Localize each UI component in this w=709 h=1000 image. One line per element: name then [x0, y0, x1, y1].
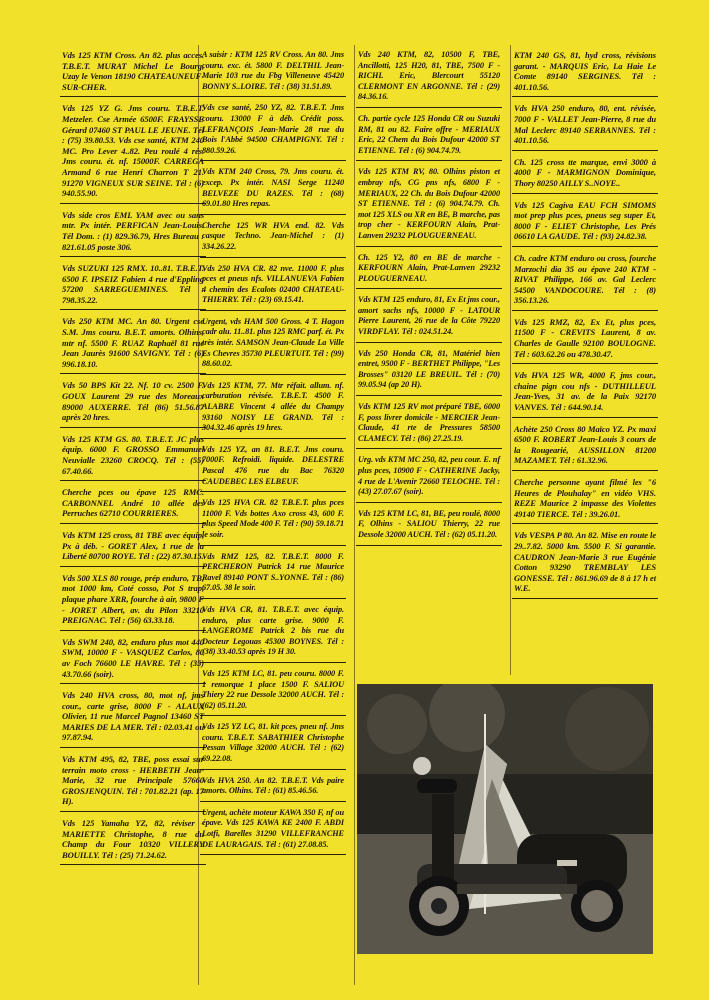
classified-ad: KTM 240 GS, 81, hyd cross, révisions garant. - MARQUIS Eric, La Haie Le Comte 89140 SERGINES. Tél : 401.10.56. [512, 50, 658, 97]
ads-column-3 [356, 50, 502, 552]
classified-ad: Vds 125 YZ, an 81. B.E.T. Jms couru. 7000F. Refroidi. liquide. DELESTRE Pascal 476 rue du Bac 76320 CAUDEBEC LES ELBEUF. [200, 445, 346, 492]
classified-ad: Vds KTM 240 Cross, 79. Jms couru. ét. excep. Px intér. NASI Serge 11240 BELVEZE DU RAZES. Tél : (68) 69.01.80 Hres repas. [200, 167, 346, 214]
classified-ad: Vds RMZ 125, 82. T.B.E.T. 8000 F. PERCHERON Patrick 14 rue Maurice Ravel 89140 PONT S..YONNE. Tél : (86) 67.05. 38 le soir. [200, 552, 346, 599]
classified-ad: Vds 125 YZ LC, 81. kit pces, pneu nf. Jms couru. T.B.E.T. SABATHIER Christophe Pessan Village 32000 AUCH. Tél : (62) 69.22.08. [200, 722, 346, 769]
classified-ad: Vds SUZUKI 125 RMX. 10..81. T.B.E.T. 6500 F. IPSEIZ Fabien 4 rue d'Eppling 57200 SARREGUEMINES. Tél : 798.35.22. [60, 263, 206, 310]
classified-ad: Vds 125 KTM Cross. An 82. plus acces. T.B.E.T. MURAT Michel Le Bourg, Uzay le Venon 18190 CHATEAUNEUF-SUR-CHER. [60, 50, 206, 97]
classified-ad: Ch. partie cycle 125 Honda CR ou Suzuki RM, 81 ou 82. Faire offre - MERIAUX Eric, 22 Chem du Bois Dufour 42000 ST ETIENNE. Tél : (6) 904.74.79. [356, 114, 502, 161]
classified-ad: Ch. 125 cross tte marque, envi 3000 à 4000 F - MARMIGNON Dominique, Thory 80250 AILLY S..NOYE.. [512, 157, 658, 194]
classified-ad: Vds HVA CR, 81. T.B.E.T. avec équip. enduro, plus carte grise. 9000 F. LANGEROME Patrick 2 bis rue du Docteur Legouas 45300 BOYNES. Tél : (38) 33.40.53 après 19 H 30. [200, 605, 346, 663]
classified-ad: Vds 500 XLS 80 rouge, prép enduro, TB, mot 1000 km, Coté cosso, Pot S trap, plaque phare XRR, fourche à air, 9800 F - JORET Albert, av. du Pilon 33210 PREIGNAC. Tél : (56) 63.33.18. [60, 573, 206, 631]
classified-ad: Vds 250 KTM MC. An 80. Urgent cse S.M. Jms couru. B.E.T. amorts. Olhins, mtr nf. 5500 F. RUAZ Raphaël 81 rue Jean Jaurès 91600 SAVIGNY. Tél : (6) 996.18.10. [60, 316, 206, 374]
classified-ad: Vds 125 Cagiva EAU FCH SIMOMS mot prep plus pces, pneus seg super Et, 8000 F - ELIET Christophe, Les Prés 06610 LA GAUDE. Tél : (93) 24.82.38. [512, 200, 658, 247]
classified-ad: Vds VESPA P 80. An 82. Mise en route le 29..7.82. 5000 km. 5500 F. Si garantie. CAUDRON Jean-Marie 3 rue Eugénie Cotton 93290 TREMBLAY LES GONESSE. Tél : 861.96.69 de 8 à 17 h et W.E. [512, 530, 658, 599]
classified-ad: Vds SWM 240, 82, enduro plus mot 440 SWM, 10000 F - VASQUEZ Carlos, 80 av Foch 76600 LE HAVRE. Tél : (35) 43.70.66 (soir). [60, 637, 206, 684]
classified-ad: Vds HVA 125 WR, 4000 F, jms cour., chaine pign cou nfs - DUTHILLEUL Jean-Yves, 31 av. de la Paix 92170 VANVES. Tél : 644.90.14. [512, 370, 658, 417]
scooter-tent-photo [357, 684, 653, 954]
classified-ad: Cherche personne ayant filmé les "6 Heures de Plouhalay" en vidéo VHS. REZE Maurice 2 impasse des Violettes 49140 TIERCE. Tél : 39.26.01. [512, 477, 658, 524]
classified-ad: Ch. cadre KTM enduro ou cross, fourche Marzochi dia 35 ou épave 240 KTM - RIVAT Philippe, 166 av. Gal Leclerc 54500 VANDOCOURE. Tél : (8) 356.13.26. [512, 253, 658, 311]
classified-ad: Vds 240 HVA cross, 80, mot nf, jms cour., carte grise, 8000 F - ALAUX Olivier, 11 rue Marcel Pagnol 13460 ST MARIES DE LA MER. Tél : 02.03.41 ou 97.87.94. [60, 690, 206, 748]
classified-ad: Vds HVA 250 enduro, 80, ent. révisée, 7000 F - VALLET Jean-Pierre, 8 rue du Mal Leclerc 89140 SERBANNES. Tél : 401.10.56. [512, 103, 658, 150]
classified-ad: Vds 240 KTM, 82, 10500 F, TBE, Ancillotti, 125 H20, 81, TBE, 7500 F - RICHL Eric, Blercourt 55120 CLERMONT EN ARGONNE. Tél : (29) 84.36.16. [356, 50, 502, 108]
classified-ad: A saisir : KTM 125 RV Cross. An 80. Jms couru. exc. ét. 5800 F. DELTHIL Jean-Marie 103 rue du Fbg Villeneuve 45420 BONNY S..LOIRE. Tél : (38) 31.51.89. [200, 50, 346, 97]
column-divider [354, 45, 355, 985]
classified-ad: Vds 125 HVA CR. 82 T.B.E.T. plus pces 11000 F. Vds bottes Axo cross 43, 600 F. plus Speed Mode 400 F. Tél : (90) 59.18.71 le soir. [200, 498, 346, 545]
classified-ad: Vds 250 HVA CR. 82 nve. 11000 F. plus pces et pneus nfs. VILLANUEVA Fabien 4 chemin des Ecalots 02400 CHATEAU-THIERRY. Tél : (23) 69.15.41. [200, 264, 346, 311]
classified-ad: Vds 125 Yamaha YZ, 82, réviser - MARIETTE Christophe, 8 rue du Champ du Four 10320 VILLERY BOUILLY. Tél : (25) 71.24.62. [60, 818, 206, 865]
classified-ad: Vds 125 KTM LC, 81. peu couru. 8000 F. 1 remorque 1 place 1500 F. SALIOU Thiery 22 rue Dessole 32000 AUCH. Tél : (62) 05.11.20. [200, 669, 346, 716]
classified-ad: Urg. vds KTM MC 250, 82, peu cour. E. nf plus pces, 10900 F - CATHERINE Jacky, 4 rue de L'Avenir 72660 TELOCHE. Tél : (43) 27.07.67 (soir). [356, 455, 502, 502]
classified-ad: Vds 125 KTM GS. 80. T.B.E.T. JC plus équip. 6000 F. GROSSO Emmanuel Neuvialle 23260 CROCQ. Tél : (55) 67.40.66. [60, 434, 206, 481]
classified-ad: Vds 50 BPS Kit 22. Nf. 10 cv. 2500 F. GOUX Laurent 29 rue des Moreaux 89000 AUXERRE. Tél (86) 51.56.87 après 20 hres. [60, 380, 206, 427]
classified-ad: Vds HVA 250. An 82. T.B.E.T. Vds paire amorts. Olhins. Tél : (61) 85.46.56. [200, 776, 346, 802]
classified-ad: Vds side cros EML YAM avec ou sans mtr. Px intér. PERFICAN Jean-Louis. Tél Dom. : (1) 829.36.79, Hres Bureau : 821.61.05 poste 306. [60, 210, 206, 257]
classified-ad: Vds 125 RMZ, 82, Ex Et, plus pces, 11500 F - CREVITS Laurent, 8 av. Charles de Gaulle 92100 BOULOGNE. Tél : 603.62.26 ou 478.30.47. [512, 317, 658, 364]
classified-ad: Vds KTM 125 RV mot préparé TBE, 6000 F, poss livrer domicile - MERCIER Jean-Claude, 41 rte de Pressures 58500 CLAMECY. Tél : (86) 27.25.19. [356, 402, 502, 449]
classified-ad: Achète 250 Cross 80 Maïco YZ. Px maxi 6500 F. ROBERT Jean-Louis 3 cours de la Rougearié, AUSSILLON 81200 MAZAMET. Tél : 61.32.96. [512, 424, 658, 471]
ads-column-1 [60, 50, 206, 871]
classified-ad: Cherche pces ou épave 125 RMC. CARBONNEL André 10 allée des Perruches 62710 COURRIERES. [60, 487, 206, 524]
classified-ad: Ch. 125 Y2, 80 en BE de marche - KERFOURN Alain, Prat-Lanven 29232 PLOUGUERNEAU. [356, 253, 502, 290]
classified-ad: Cherche 125 WR HVA end. 82. Vds casque Techno. Jean-Michel : (1) 334.26.22. [200, 221, 346, 258]
classified-ad: Vds 250 Honda CR, 81, Matériel bien entret, 9500 F - BERTHET Philippe, "Les Brosses" 03120 LE BREUIL. Tél : (70) 99.05.94 (ap 20 H). [356, 349, 502, 396]
ads-column-2 [200, 50, 346, 861]
classified-ad: Vds 125 KTM RV, 80. Olhins piston et embray nfs, CG pns nfs, 6800 F - MERIAUX, 22 Ch. du Bois Dufour 42000 ST ETIENNE. Tél : (6) 904.74.79. Ch. mot 125 XLS ou XR en BE, B marche, pas trop cher - KERFOURN Alain, Prat-Lanven 29232 PLOUGUERNEAU. [356, 167, 502, 246]
classified-ad: Vds KTM 125 enduro, 81, Ex Et jms cour., amort sachs nfs, 10000 F - LATOUR Pierre Laurent, 26 rue de la Côte 79220 VIRDFLAY. Tél : 024.51.24. [356, 295, 502, 342]
classified-ad: Urgent, vds HAM 500 Gross. 4 T. Hagon cadr alu. 11..81. plus 125 RMC parf. ét. Px très intér. SAMSON Jean-Claude La Ville Es Chevres 35730 PLEURTUIT. Tél : (99) 88.60.02. [200, 317, 346, 375]
classified-ad: Vds KTM 125 cross, 81 TBE avec équip, Px à déb. - GORET Alex, 1 rue de la Liberté 80700 ROYE. Tél : (22) 87.30.15. [60, 530, 206, 567]
classified-ad: Vds 125 KTM LC, 81, BE, peu roulé, 8000 F, Olhins - SALIOU Thierry, 22 rue Dessole 32000 AUCH. Tél : (62) 05.11.20. [356, 509, 502, 546]
classified-ad: Vds 125 YZ G. Jms couru. T.B.E.T. Metzeler. Cse Armée 6500F. FRAYSSE Gérard 07460 ST PAUL LE JEUNE. Tél : (75) 39.80.53. Vds cse santé, KTM 240 MC. Pro Lever 4..82. Peu roulé 4 rés. Jms couru. ét. nf. 15000F. CARREGA Armand 6 rue Henri Charron T 21. 91270 VIGNEUX SUR SEINE. Tél : (6) 940.55.90. [60, 103, 206, 203]
classified-ad: Vds 125 KTM, 77. Mtr réfait. allum. nf. carburation révisée. T.B.E.T. 4500 F. ALABRE Vincent 4 allée du Champy 93160 NOISY LE GRAND. Tél : 304.32.46 après 19 hres. [200, 381, 346, 439]
classified-ad: Vds KTM 495, 82, TBE, poss essai sur terrain moto cross - HERBETH Jean-Marie, 32 rue Principale 57660 GROSJENQUIN. Tél : 701.82.21 (ap. 17 H). [60, 754, 206, 812]
classified-ad: Urgent, achète moteur KAWA 350 F, nf ou épave. Vds 125 KAWA KE 2400 F. ABDI Lotfi, Barelles 31290 VILLEFRANCHE DE LAURAGAIS. Tél : (61) 27.08.85. [200, 808, 346, 855]
column-divider [510, 45, 511, 675]
classified-ad: Vds cse santé, 250 YZ, 82. T.B.E.T. Jms couru. 13000 F à déb. Crédit poss. LEFRANÇOIS Jean-Marie 28 rue du Bois l'Abbé 94500 CHAMPIGNY. Tél : 880.59.26. [200, 103, 346, 161]
scooter-tent-illustration [357, 684, 653, 954]
ads-column-4 [512, 50, 658, 605]
